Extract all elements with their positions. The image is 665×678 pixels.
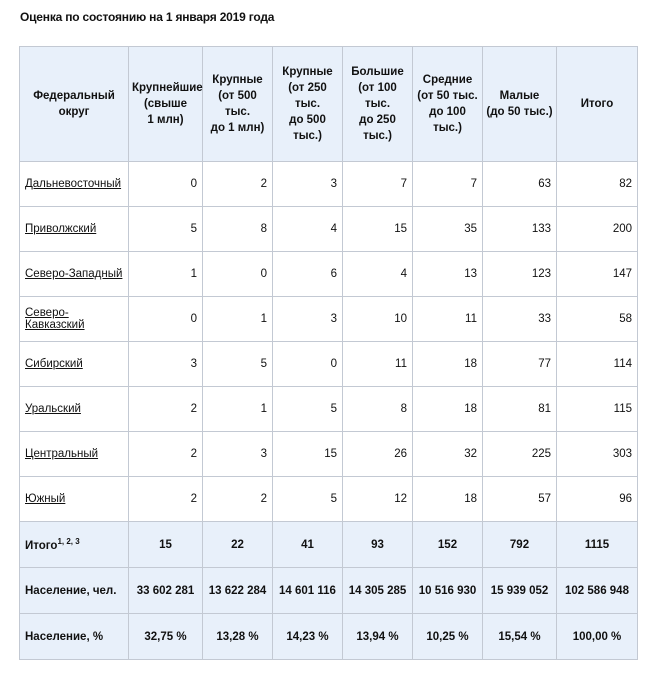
header-line: Большие — [351, 66, 404, 78]
header-line: до 500 — [289, 114, 326, 126]
table-row — [20, 162, 638, 207]
header-column — [273, 47, 343, 162]
value-cell: 12 — [343, 477, 413, 522]
value-cell: 81 — [483, 387, 557, 432]
value-cell: 225 — [483, 432, 557, 477]
value-cell: 303 — [557, 432, 638, 477]
table-row — [20, 297, 638, 342]
value-cell: 33 — [483, 297, 557, 342]
header-line: до 100 — [429, 106, 466, 118]
table-row — [20, 207, 638, 252]
value-cell: 1 — [203, 387, 273, 432]
value-cell: 7 — [413, 162, 483, 207]
totals-value: 15 — [129, 522, 203, 568]
header-column — [343, 47, 413, 162]
value-cell: 3 — [273, 162, 343, 207]
value-cell: 63 — [483, 162, 557, 207]
population-value: 33 602 281 — [129, 568, 203, 614]
population-pct-value: 32,75 % — [129, 614, 203, 660]
table-row — [20, 432, 638, 477]
totals-value: 22 — [203, 522, 273, 568]
header-line: Малые — [499, 90, 540, 102]
district-cell — [20, 297, 129, 342]
district-cell — [20, 477, 129, 522]
header-line: до 1 млн) — [210, 122, 265, 134]
header-column — [129, 47, 203, 162]
header-line: тыс. — [294, 98, 321, 110]
population-pct-value: 15,54 % — [483, 614, 557, 660]
value-cell: 82 — [557, 162, 638, 207]
district-cell — [20, 387, 129, 432]
value-cell: 200 — [557, 207, 638, 252]
district-link[interactable]: Северо-Кавказский — [25, 307, 85, 331]
value-cell: 5 — [129, 207, 203, 252]
population-value: 13 622 284 — [203, 568, 273, 614]
header-line: Федеральный — [33, 90, 115, 102]
value-cell: 8 — [203, 207, 273, 252]
table-row — [20, 387, 638, 432]
population-label: Население, чел. — [20, 568, 129, 614]
district-link[interactable]: Приволжский — [25, 223, 97, 235]
value-cell: 8 — [343, 387, 413, 432]
header-line: тыс.) — [433, 122, 462, 134]
header-column — [557, 47, 638, 162]
totals-value: 792 — [483, 522, 557, 568]
header-line: тыс.) — [363, 130, 392, 142]
value-cell: 11 — [413, 297, 483, 342]
table-caption: Оценка по состоянию на 1 января 2019 года — [20, 10, 275, 24]
value-cell: 18 — [413, 342, 483, 387]
value-cell: 32 — [413, 432, 483, 477]
value-cell: 4 — [343, 252, 413, 297]
value-cell: 115 — [557, 387, 638, 432]
population-pct-value: 13,28 % — [203, 614, 273, 660]
district-cell — [20, 252, 129, 297]
value-cell: 18 — [413, 477, 483, 522]
table-row — [20, 342, 638, 387]
value-cell: 0 — [129, 297, 203, 342]
header-line: округ — [58, 106, 90, 118]
value-cell: 6 — [273, 252, 343, 297]
value-cell: 0 — [273, 342, 343, 387]
value-cell: 2 — [203, 477, 273, 522]
header-line: тыс.) — [293, 130, 322, 142]
header-column — [483, 47, 557, 162]
value-cell: 133 — [483, 207, 557, 252]
totals-footnotes: 1, 2, 3 — [57, 537, 80, 546]
population-pct-value: 14,23 % — [273, 614, 343, 660]
value-cell: 123 — [483, 252, 557, 297]
district-link[interactable]: Южный — [25, 493, 66, 505]
header-row — [20, 47, 638, 162]
table-row — [20, 477, 638, 522]
population-pct-value: 100,00 % — [557, 614, 638, 660]
header-line: (от 250 — [288, 82, 327, 94]
totals-value: 41 — [273, 522, 343, 568]
value-cell: 11 — [343, 342, 413, 387]
district-link[interactable]: Уральский — [25, 403, 81, 415]
district-cell — [20, 162, 129, 207]
cities-table — [19, 46, 638, 660]
totals-value: 1115 — [557, 522, 638, 568]
value-cell: 7 — [343, 162, 413, 207]
header-line: тыс. — [364, 98, 391, 110]
header-line: до 250 — [359, 114, 396, 126]
value-cell: 15 — [273, 432, 343, 477]
header-line: 1 млн) — [147, 114, 184, 126]
header-line: (от 50 тыс. — [417, 90, 478, 102]
population-value: 102 586 948 — [557, 568, 638, 614]
header-line: (до 50 тыс.) — [486, 106, 553, 118]
value-cell: 26 — [343, 432, 413, 477]
header-line: Средние — [422, 74, 473, 86]
value-cell: 147 — [557, 252, 638, 297]
value-cell: 5 — [273, 387, 343, 432]
population-pct-value: 10,25 % — [413, 614, 483, 660]
header-line: (от 500 — [218, 90, 257, 102]
population-pct-label: Население, % — [20, 614, 129, 660]
population-row — [20, 568, 638, 614]
value-cell: 96 — [557, 477, 638, 522]
value-cell: 18 — [413, 387, 483, 432]
population-pct-row — [20, 614, 638, 660]
totals-value: 93 — [343, 522, 413, 568]
value-cell: 2 — [129, 387, 203, 432]
value-cell: 5 — [273, 477, 343, 522]
totals-row — [20, 522, 638, 568]
value-cell: 77 — [483, 342, 557, 387]
district-link[interactable]: Центральный — [25, 448, 99, 460]
value-cell: 10 — [343, 297, 413, 342]
header-column — [203, 47, 273, 162]
header-line: Крупные — [282, 66, 333, 78]
header-line: Крупнейшие — [132, 82, 203, 94]
header-line: Итого — [580, 98, 614, 110]
value-cell: 3 — [273, 297, 343, 342]
value-cell: 5 — [203, 342, 273, 387]
value-cell: 2 — [129, 432, 203, 477]
district-cell — [20, 207, 129, 252]
value-cell: 3 — [203, 432, 273, 477]
header-line: (свыше — [143, 98, 188, 110]
totals-label: Итого — [25, 540, 58, 552]
header-line: тыс. — [224, 106, 251, 118]
value-cell: 1 — [203, 297, 273, 342]
value-cell: 13 — [413, 252, 483, 297]
district-link[interactable]: Северо-Западный — [25, 268, 123, 280]
value-cell: 57 — [483, 477, 557, 522]
value-cell: 114 — [557, 342, 638, 387]
totals-value: 152 — [413, 522, 483, 568]
population-value: 10 516 930 — [413, 568, 483, 614]
population-value: 14 601 116 — [273, 568, 343, 614]
table-row — [20, 252, 638, 297]
header-federal-district — [20, 47, 129, 162]
value-cell: 58 — [557, 297, 638, 342]
value-cell: 0 — [129, 162, 203, 207]
district-link[interactable]: Сибирский — [25, 358, 83, 370]
value-cell: 3 — [129, 342, 203, 387]
value-cell: 2 — [129, 477, 203, 522]
header-column — [413, 47, 483, 162]
value-cell: 2 — [203, 162, 273, 207]
header-line: (от 100 — [358, 82, 397, 94]
population-value: 15 939 052 — [483, 568, 557, 614]
value-cell: 15 — [343, 207, 413, 252]
population-pct-value: 13,94 % — [343, 614, 413, 660]
value-cell: 35 — [413, 207, 483, 252]
district-cell — [20, 432, 129, 477]
totals-label-cell — [20, 522, 129, 568]
value-cell: 4 — [273, 207, 343, 252]
value-cell: 1 — [129, 252, 203, 297]
district-link[interactable]: Дальневосточный — [25, 178, 122, 190]
table-body — [20, 162, 638, 522]
value-cell: 0 — [203, 252, 273, 297]
population-value: 14 305 285 — [343, 568, 413, 614]
district-cell — [20, 342, 129, 387]
header-line: Крупные — [212, 74, 263, 86]
